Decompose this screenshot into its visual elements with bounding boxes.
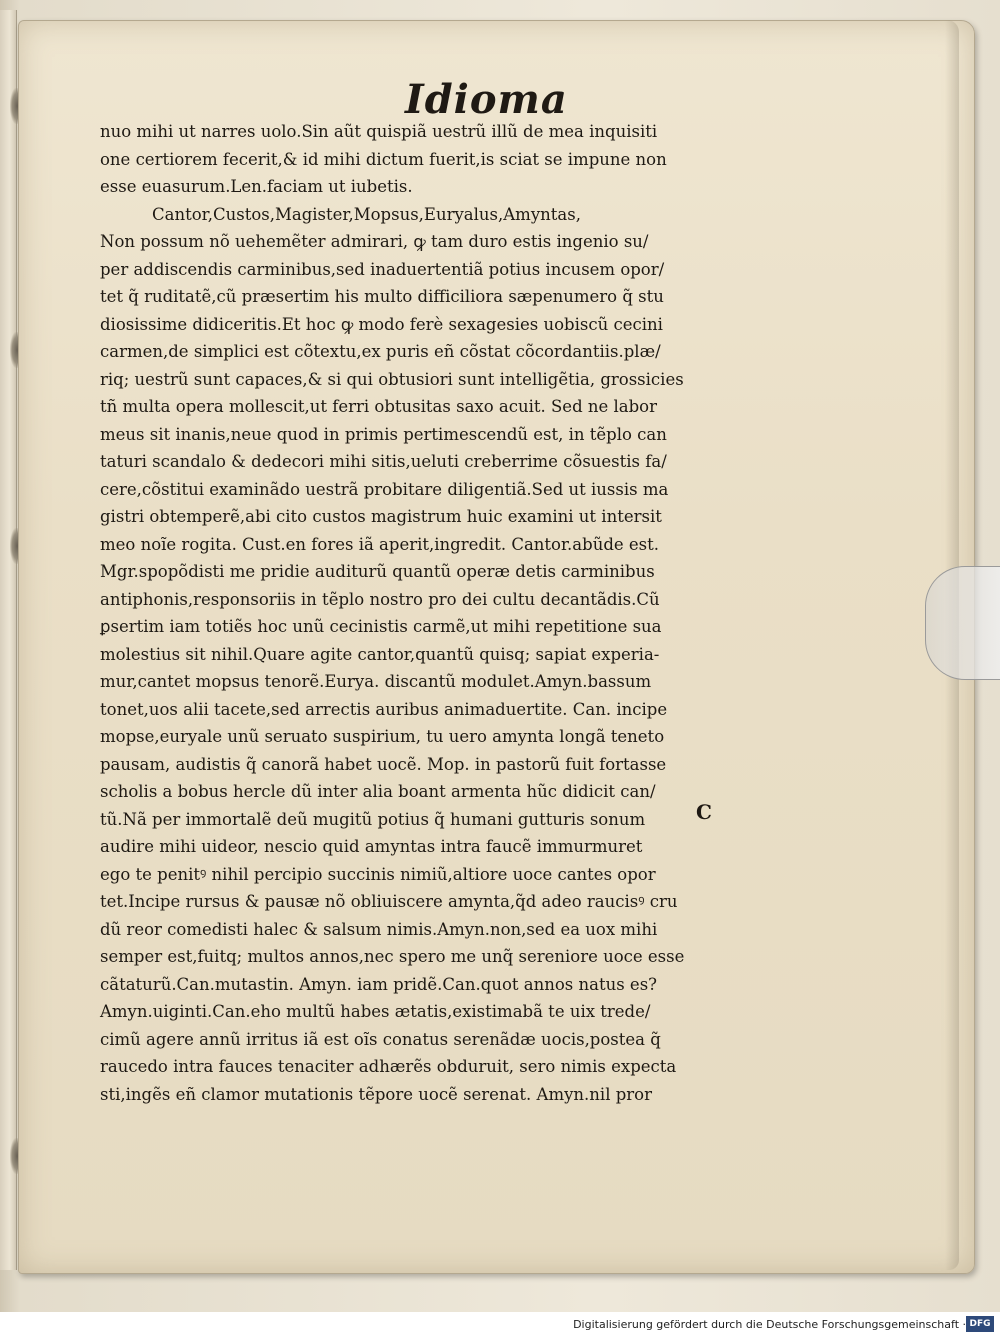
text-line: antiphonis,responsoriis in tẽplo nostro pro dei cultu decantãdis.Cũ — [100, 589, 660, 609]
previous-page-edge — [0, 10, 17, 1270]
text-line: meus sit inanis,neue quod in primis pertimescendũ est, in tẽplo can — [100, 424, 667, 444]
text-line: gistri obtemperẽ,abi cito custos magistrum huic examini ut intersit — [100, 507, 662, 526]
text-line: cimũ agere annũ irritus iã est oĩs conatus serenãdæ uocis,postea q̃ — [100, 1029, 661, 1049]
text-line: tñ multa opera mollescit,ut ferri obtusitas saxo acuit. Sed ne labor — [100, 397, 658, 416]
page-clip — [925, 566, 1000, 680]
text-line: cãtaturũ.Can.mutastin. Amyn. iam pridẽ.Can.quot annos natus es? — [100, 974, 658, 994]
text-line: per addiscendis carminibus,sed inaduertentiã potius incusem opor/ — [100, 259, 665, 279]
text-line: cere,cõstitui examinãdo uestrã probitare diligentiã.Sed ut iussis ma — [100, 479, 669, 499]
text-line: tet.Incipe rursus & pausæ nõ obliuiscere amynta,q̃d adeo raucisꝰ cru — [100, 892, 678, 911]
text-line: pausam, audistis q̃ canorã habet uocẽ. Mop. in pastorũ fuit fortasse — [100, 754, 667, 774]
text-line: Mgr.spopõdisti me pridie auditurũ quantũ operæ detis carminibus — [100, 562, 655, 581]
text-line: Non possum nõ uehemẽter admirari, ꝙ tam duro estis ingenio su/ — [100, 232, 649, 251]
text-line: esse euasurum.Len.faciam ut iubetis. — [100, 177, 413, 196]
text-line: carmen,de simplici est cõtextu,ex puris eñ cõstat cõcordantiis.plæ/ — [100, 342, 661, 361]
text-line: scholis a bobus hercle dũ inter alia boant armenta hũc didicit can/ — [100, 782, 656, 801]
text-line: audire mihi uideor, nescio quid amyntas intra faucẽ immurmuret — [100, 837, 643, 856]
dfg-logo[interactable]: DFG — [966, 1316, 994, 1332]
text-line: raucedo intra fauces tenaciter adhærẽs obduruit, sero nimis expecta — [100, 1057, 677, 1076]
speaker-list: Cantor,Custos,Magister,Mopsus,Euryalus,Amyntas, — [152, 204, 581, 224]
text-line: diosissime didiceritis.Et hoc ꝙ modo ferè sexagesies uobiscũ cecini — [100, 314, 663, 334]
text-line: nuo mihi ut narres uolo.Sin aũt quispiã uestrũ illũ de mea inquisiti — [100, 122, 658, 141]
text-line: mopse,euryale unũ seruato suspirium, tu uero amynta longã teneto — [100, 727, 665, 746]
text-line: tũ.Nã per immortalẽ deũ mugitũ potius q̃ humani gutturis sonum — [100, 809, 646, 829]
text-line: mur,cantet mopsus tenorẽ.Eurya. discantũ modulet.Amyn.bassum — [100, 672, 652, 691]
text-line: semper est,fuitq; multos annos,nec spero me unq̃ sereniore uoce esse — [100, 947, 685, 966]
text-line: molestius sit nihil.Quare agite cantor,quantũ quisq; sapiat experia- — [100, 644, 660, 664]
text-line: one certiorem fecerit,& id mihi dictum fuerit,is sciat se impune non — [100, 149, 667, 169]
text-line: sti,ingẽs eñ clamor mutationis tẽpore uocẽ serenat. Amyn.nil pror — [100, 1084, 652, 1104]
text-line: taturi scandalo & dedecori mihi sitis,ueluti creberrime cõsuestis fa/ — [100, 452, 667, 471]
text-line: ꝑsertim iam totiẽs hoc unũ cecinistis carmẽ,ut mihi repetitione sua — [100, 617, 662, 636]
funding-credit: Digitalisierung gefördert durch die Deutsche Forschungsgemeinschaft · — [573, 1318, 966, 1331]
text-line: tonet,uos alii tacete,sed arrectis auribus animaduertite. Can. incipe — [100, 699, 668, 719]
signature-mark: C — [696, 800, 712, 824]
text-line: dũ reor comedisti halec & salsum nimis.Amyn.non,sed ea uox mihi — [100, 919, 658, 939]
text-line: meo noĩe rogita. Cust.en fores iã aperit,ingredit. Cantor.abũde est. — [100, 534, 660, 554]
text-block — [100, 118, 770, 1108]
text-line: tet q̃ ruditatẽ,cũ præsertim his multo difficiliora sæpenumero q̃ stu — [100, 287, 664, 306]
text-line: Amyn.uiginti.Can.eho multũ habes ætatis,existimabã te uix trede/ — [100, 1002, 651, 1021]
text-line: riq; uestrũ sunt capaces,& si qui obtusiori sunt intelligẽtia, grossicies — [100, 369, 684, 389]
text-line: ego te penitꝰ nihil percipio succinis nimiũ,altiore uoce cantes opor — [100, 864, 656, 884]
running-head: Idioma — [405, 76, 568, 123]
